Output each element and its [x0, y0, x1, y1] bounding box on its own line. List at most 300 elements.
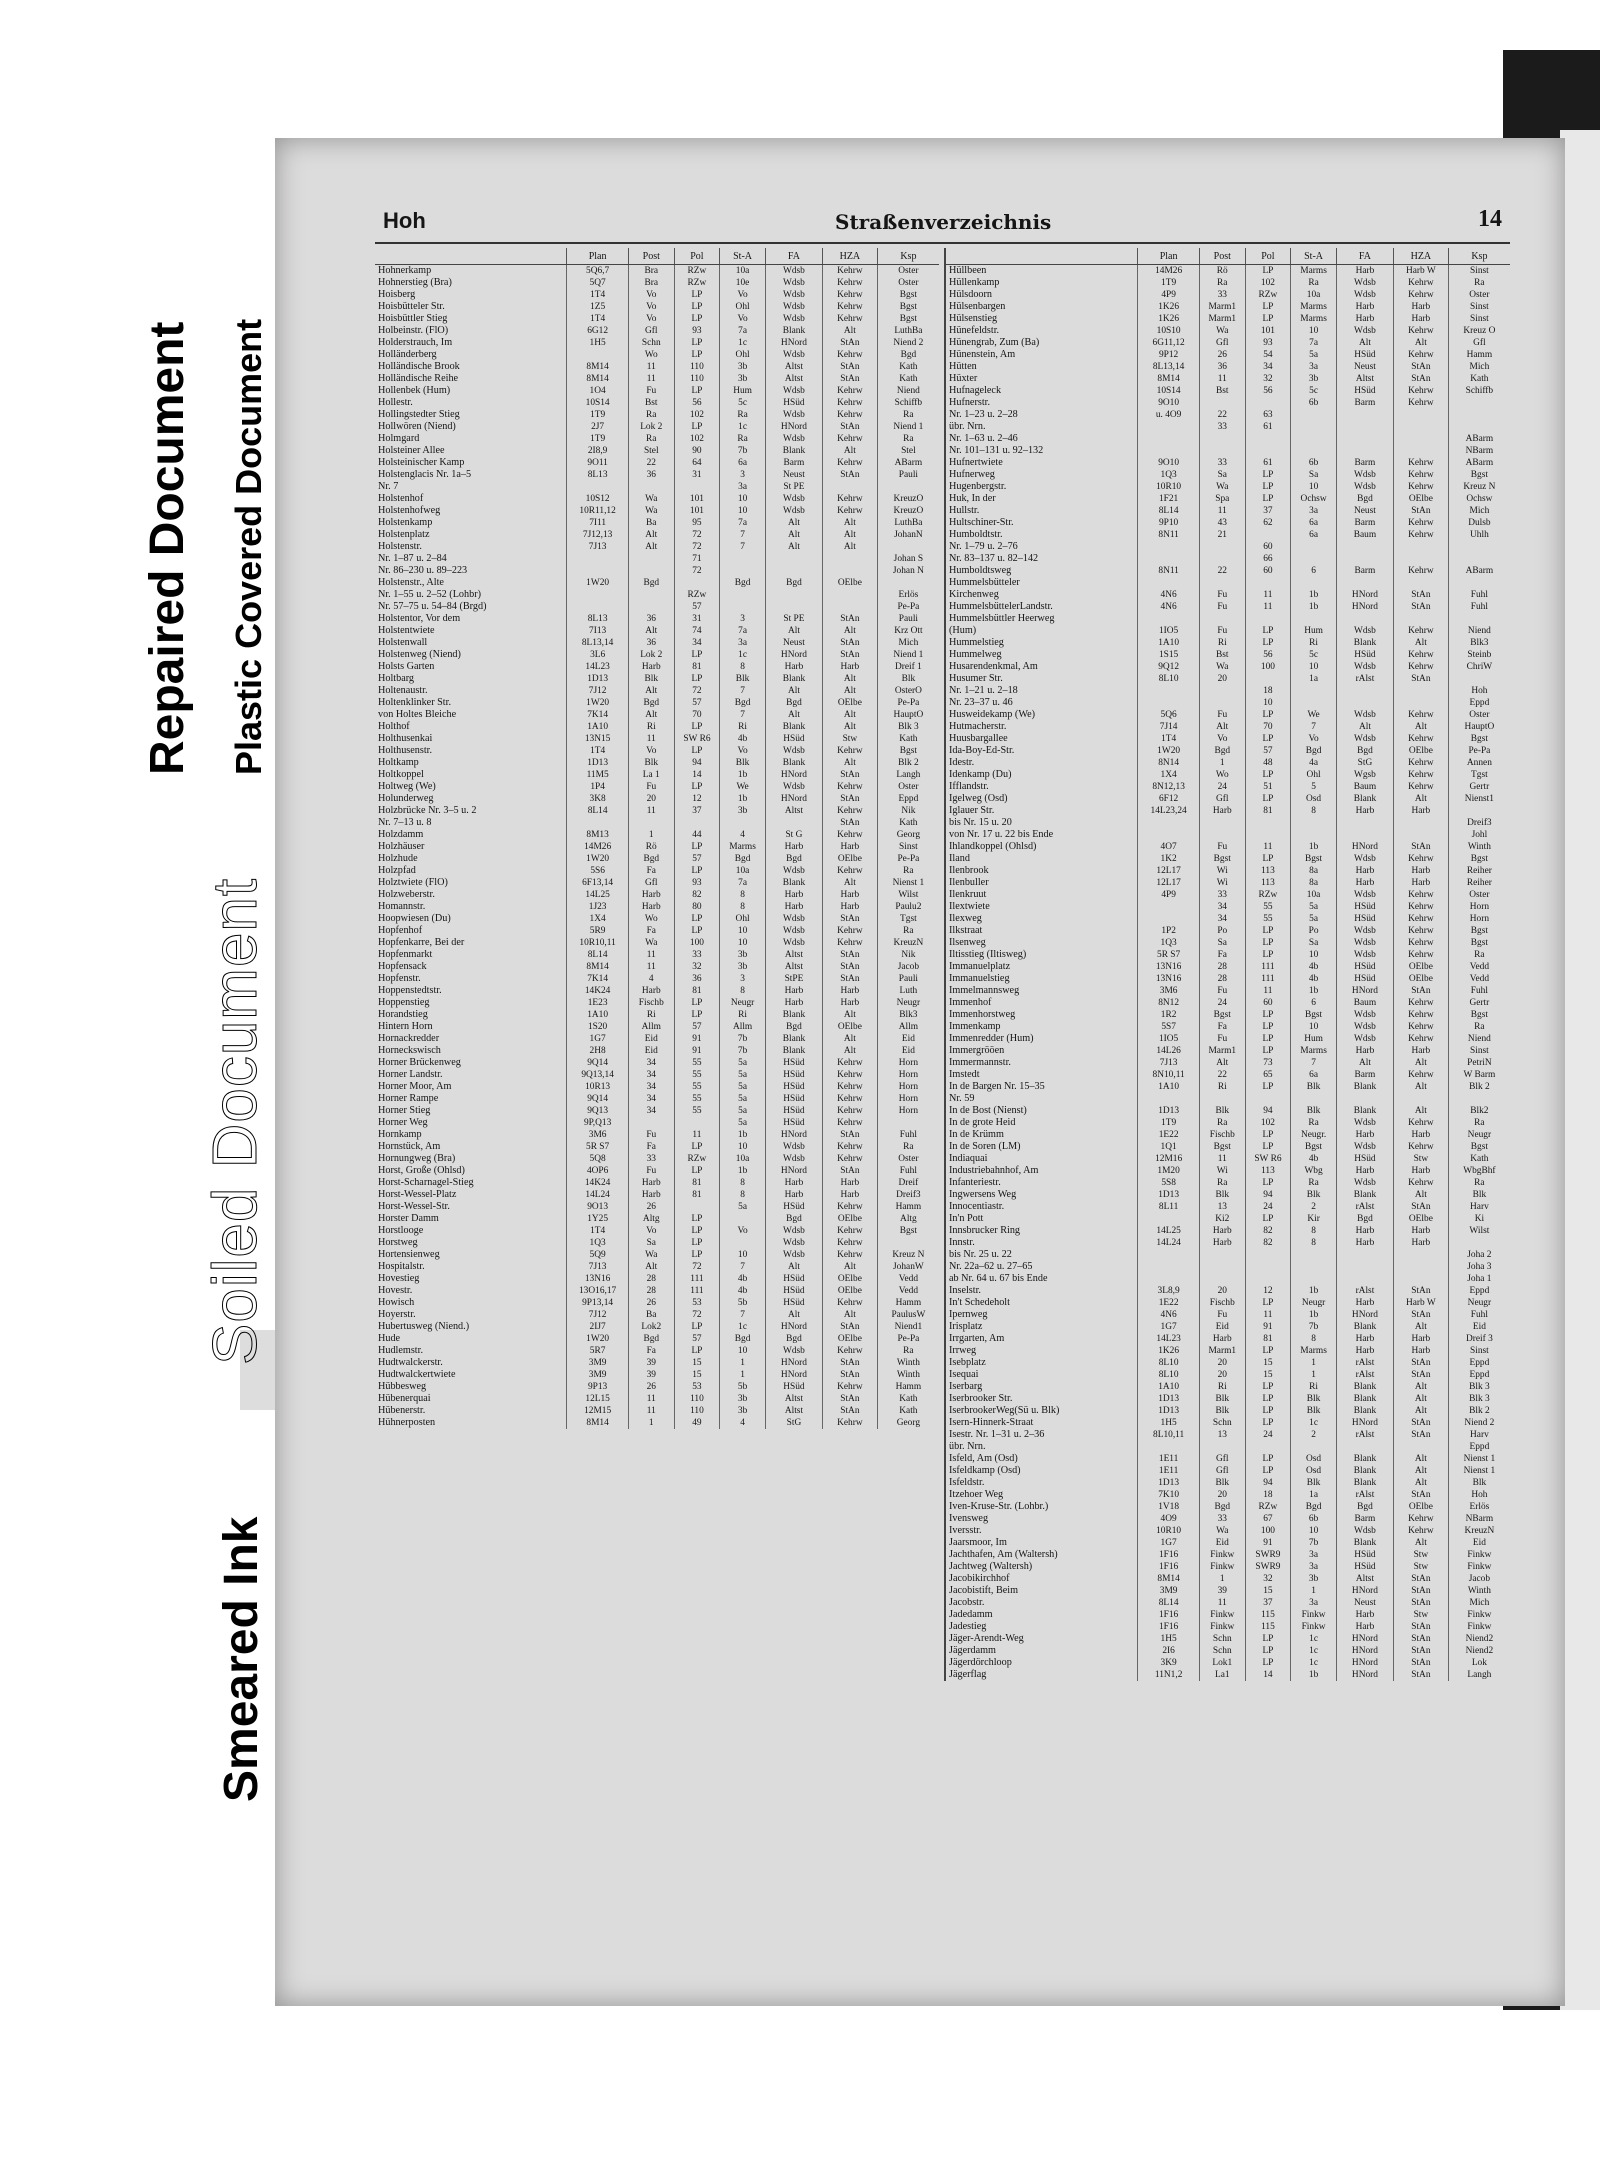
table-row [946, 661, 1510, 673]
table-cell [1393, 433, 1448, 445]
table-cell: Bgd [765, 1213, 822, 1225]
street-name-cell: HummelsbüttelerLandstr. [946, 601, 1138, 613]
table-cell: Hum [1291, 625, 1337, 637]
table-cell [1448, 553, 1510, 565]
table-cell: rAlst [1336, 1201, 1393, 1213]
table-cell: Kehrw [822, 1345, 877, 1357]
table-cell: 9P13 [567, 1381, 629, 1393]
table-cell: Harb [1336, 877, 1393, 889]
table-cell: Ra [903, 1142, 914, 1152]
street-name-cell: Hülsenbargen [946, 301, 1138, 313]
table-cell: Blank [1336, 1537, 1393, 1549]
table-row [946, 577, 1510, 589]
table-row [375, 517, 939, 529]
table-cell [720, 565, 766, 577]
table-row [375, 1249, 939, 1261]
table-cell: 81 [1245, 805, 1291, 817]
table-cell: Ri [1199, 1381, 1245, 1393]
table-row [946, 1009, 1510, 1021]
table-cell: 7 [720, 1261, 766, 1273]
table-cell: Neust [1336, 1597, 1393, 1609]
table-cell: Winth [896, 1358, 920, 1368]
table-cell: Kehrw [822, 781, 877, 793]
street-name-cell: Hüxter [946, 373, 1138, 385]
table-cell: 13 [1199, 1429, 1245, 1441]
street-name-cell: Holtkoppel [375, 769, 567, 781]
table-cell: Harb [1336, 1237, 1393, 1249]
table-cell: 5b [720, 1381, 766, 1393]
table-cell: 91 [1245, 1537, 1291, 1549]
table-cell: Blk [1291, 1105, 1337, 1117]
table-cell: Kehrw [822, 1381, 877, 1393]
table-row [946, 1489, 1510, 1501]
table-cell: 8M14 [1138, 1573, 1200, 1585]
table-cell: 8L11 [1138, 1201, 1200, 1213]
table-cell [1291, 577, 1337, 589]
street-name-cell: Holthof [375, 721, 567, 733]
table-cell [1336, 1273, 1393, 1285]
table-cell: Alt [628, 709, 674, 721]
table-cell: HNord [1336, 985, 1393, 997]
table-cell: Wdsb [1336, 1141, 1393, 1153]
table-cell [1291, 1093, 1337, 1105]
table-cell: Altst [765, 1405, 822, 1417]
table-row [375, 373, 939, 385]
table-cell [720, 1213, 766, 1225]
table-row [946, 1177, 1510, 1189]
table-cell: 10S14 [567, 397, 629, 409]
table-cell: 18 [1245, 1489, 1291, 1501]
table-cell: Kehrw [1393, 733, 1448, 745]
table-cell: Erlös [1469, 1502, 1490, 1512]
table-cell: Alt [628, 1261, 674, 1273]
table-cell: Schiffb [894, 398, 923, 408]
table-cell: Wdsb [765, 313, 822, 325]
table-cell: StAn [822, 649, 877, 661]
table-cell: 101 [674, 505, 720, 517]
table-cell: Bgst [1470, 938, 1488, 948]
street-name-cell: Hovestieg [375, 1273, 567, 1285]
table-cell: HNord [1336, 1585, 1393, 1597]
table-cell: LP [1245, 1645, 1291, 1657]
street-name-cell: Hollenbek (Hum) [375, 385, 567, 397]
street-name-cell: Imstedt [946, 1069, 1138, 1081]
table-cell: Wdsb [1336, 853, 1393, 865]
table-cell: 57 [674, 1021, 720, 1033]
table-row [375, 553, 939, 565]
street-name-cell: Nr. 83–137 u. 82–142 [946, 553, 1138, 565]
table-cell: StAn [822, 973, 877, 985]
table-cell: 81 [674, 1177, 720, 1189]
table-cell: Harb [628, 661, 674, 673]
table-row [946, 985, 1510, 997]
street-name-cell: In de Bost (Nienst) [946, 1105, 1138, 1117]
table-cell: 1 [1199, 1573, 1245, 1585]
table-cell: LP [674, 349, 720, 361]
table-cell [1448, 1093, 1510, 1105]
table-cell: Harb [1336, 1621, 1393, 1633]
table-cell: Neust [765, 637, 822, 649]
table-cell: KreuzN [1464, 1526, 1495, 1536]
table-cell [1291, 421, 1337, 433]
table-cell [1138, 1441, 1200, 1453]
table-cell: Wa [628, 1249, 674, 1261]
street-name-cell: Iglauer Str. [946, 805, 1138, 817]
table-cell: 3L8,9 [1138, 1285, 1200, 1297]
table-cell: HSüd [1336, 1549, 1393, 1561]
street-name-cell: Idenkamp (Du) [946, 769, 1138, 781]
table-cell: Ri [1199, 1081, 1245, 1093]
table-cell: 11 [628, 1405, 674, 1417]
table-cell: 94 [674, 757, 720, 769]
column-header: Pol [1245, 248, 1291, 265]
table-cell [720, 553, 766, 565]
table-cell: Altg [628, 1213, 674, 1225]
table-cell: 3b [720, 1393, 766, 1405]
table-row [946, 385, 1510, 397]
table-row [946, 1333, 1510, 1345]
table-cell: Wdsb [1336, 661, 1393, 673]
street-name-cell: Holtenaustr. [375, 685, 567, 697]
table-row [375, 433, 939, 445]
table-cell: Blank [1336, 1321, 1393, 1333]
table-cell: Wdsb [1336, 277, 1393, 289]
table-cell: HNord [765, 1165, 822, 1177]
street-name-cell: Holstentor, Vor dem [375, 613, 567, 625]
street-name-cell: Holzhäuser [375, 841, 567, 853]
table-cell: 10 [1291, 1525, 1337, 1537]
table-cell [1336, 685, 1393, 697]
table-cell: HSüd [1336, 913, 1393, 925]
table-cell [1138, 1093, 1200, 1105]
street-name-cell: Igelweg (Osd) [946, 793, 1138, 805]
table-cell: 14L24 [1138, 1237, 1200, 1249]
column-header: Plan [567, 248, 629, 265]
table-cell: 57 [674, 853, 720, 865]
table-cell: Blank [1336, 1477, 1393, 1489]
table-row [375, 1285, 939, 1297]
table-cell: Alt [1393, 1381, 1448, 1393]
table-row [375, 1021, 939, 1033]
table-cell: Ra [1291, 1117, 1337, 1129]
table-row [946, 1453, 1510, 1465]
table-cell: 5R7 [567, 1345, 629, 1357]
table-cell: Harb [1393, 301, 1448, 313]
annotation-labels [0, 0, 290, 2177]
table-cell: Tgst [1471, 770, 1488, 780]
table-cell: 102 [1245, 277, 1291, 289]
table-cell [1245, 529, 1291, 541]
table-cell: StAn [1393, 1573, 1448, 1585]
table-row [375, 817, 939, 829]
table-cell [1199, 397, 1245, 409]
table-cell: 93 [1245, 337, 1291, 349]
table-cell: Ra [1199, 1117, 1245, 1129]
table-cell: Niend [1467, 626, 1491, 636]
table-cell: 20 [1199, 673, 1245, 685]
table-cell: Kehrw [1393, 565, 1448, 577]
street-name-cell: Holzpfad [375, 865, 567, 877]
table-cell: 1H5 [1138, 1417, 1200, 1429]
table-cell: 33 [1199, 289, 1245, 301]
table-cell: 3K9 [1138, 1657, 1200, 1669]
table-cell: 1G7 [1138, 1321, 1200, 1333]
table-row [946, 1645, 1510, 1657]
table-cell: 72 [674, 541, 720, 553]
table-cell: 13N15 [567, 733, 629, 745]
table-row [946, 1537, 1510, 1549]
table-cell [720, 601, 766, 613]
table-cell: Harb [1336, 805, 1393, 817]
street-name-cell: Holtweg (We) [375, 781, 567, 793]
table-row [375, 985, 939, 997]
table-cell: 5a [1291, 349, 1337, 361]
table-cell: 100 [674, 937, 720, 949]
table-cell: LP [1245, 1297, 1291, 1309]
table-cell: 8L10 [1138, 673, 1200, 685]
table-cell: Marms [1291, 1345, 1337, 1357]
table-row [375, 673, 939, 685]
scanned-page [275, 138, 1565, 2006]
table-cell: 56 [1245, 649, 1291, 661]
table-cell: 8L10 [1138, 1369, 1200, 1381]
table-cell: Stw [1393, 1609, 1448, 1621]
table-cell: 3b [1291, 1573, 1337, 1585]
table-row [946, 409, 1510, 421]
table-cell: Wilst [898, 890, 919, 900]
table-cell [1199, 817, 1245, 829]
table-row [946, 961, 1510, 973]
table-cell: 6G11,12 [1138, 337, 1200, 349]
table-cell: Barm [765, 457, 822, 469]
table-cell: Harb [765, 997, 822, 1009]
table-cell: Kehrw [822, 277, 877, 289]
table-cell: 1 [1291, 1369, 1337, 1381]
table-row [946, 541, 1510, 553]
table-cell: Alt [1393, 1105, 1448, 1117]
street-name-cell: Hollestr. [375, 397, 567, 409]
table-cell: SW R6 [1245, 1153, 1291, 1165]
table-cell: StAn [1393, 601, 1448, 613]
table-cell: 11 [628, 361, 674, 373]
table-cell: Dreif [898, 1178, 919, 1188]
table-row [375, 469, 939, 481]
table-cell: Bra [628, 277, 674, 289]
table-cell: Alt [822, 625, 877, 637]
table-cell: 7a [720, 325, 766, 337]
table-row [946, 889, 1510, 901]
street-name-cell: Hüllenkamp [946, 277, 1138, 289]
table-cell: 3b [720, 373, 766, 385]
table-cell: LP [674, 289, 720, 301]
table-cell: Bgst [1470, 854, 1488, 864]
table-cell: 8M14 [567, 373, 629, 385]
table-cell: 22 [628, 457, 674, 469]
table-cell: Mich [898, 638, 919, 648]
table-row [946, 1573, 1510, 1585]
street-name-cell: Holstenstr., Alte [375, 577, 567, 589]
table-cell: rAlst [1336, 1357, 1393, 1369]
table-cell: 5c [1291, 649, 1337, 661]
table-cell: Kehrw [1393, 1177, 1448, 1189]
table-cell: Kehrw [1393, 325, 1448, 337]
street-name-cell: Husweidekamp (We) [946, 709, 1138, 721]
table-cell: 2IJ7 [567, 1321, 629, 1333]
street-name-cell: bis Nr. 25 u. 22 [946, 1249, 1138, 1261]
table-cell: LP [1245, 493, 1291, 505]
street-name-cell: Isfeld, Am (Osd) [946, 1453, 1138, 1465]
table-cell: 4b [1291, 973, 1337, 985]
street-name-cell: Immenhorstweg [946, 1009, 1138, 1021]
table-row [946, 841, 1510, 853]
street-name-cell: Nr. 1–63 u. 2–46 [946, 433, 1138, 445]
table-cell: Bgd [720, 697, 766, 709]
table-cell: LP [1245, 1453, 1291, 1465]
table-cell: Kehrw [1393, 937, 1448, 949]
table-cell: 65 [1245, 1069, 1291, 1081]
table-cell: Harb W [1393, 1297, 1448, 1309]
street-name-cell: Ilextwiete [946, 901, 1138, 913]
street-name-cell: Nr. 86–230 u. 89–223 [375, 565, 567, 577]
table-cell: Fu [628, 781, 674, 793]
table-row [946, 1465, 1510, 1477]
table-cell: 57 [674, 601, 720, 613]
table-cell [1138, 697, 1200, 709]
table-cell [720, 817, 766, 829]
street-name-cell: In'n Pott [946, 1213, 1138, 1225]
table-cell: Neust [1336, 361, 1393, 373]
table-cell: 3a [720, 637, 766, 649]
table-cell: Fu [1199, 1309, 1245, 1321]
left-table-body [375, 265, 939, 1430]
table-cell: Vo [1199, 733, 1245, 745]
table-cell: Kehrw [822, 457, 877, 469]
table-row [375, 637, 939, 649]
table-cell: OElbe [822, 697, 877, 709]
street-name-cell: Immenredder (Hum) [946, 1033, 1138, 1045]
table-cell: 1W20 [567, 697, 629, 709]
table-cell: 61 [1245, 457, 1291, 469]
table-cell [567, 601, 629, 613]
table-cell: LP [1245, 637, 1291, 649]
street-name-cell: Holzdamm [375, 829, 567, 841]
table-cell: 4N6 [1138, 601, 1200, 613]
table-cell: Wdsb [765, 937, 822, 949]
table-cell: 13N16 [1138, 961, 1200, 973]
street-name-cell: Immergrööen [946, 1045, 1138, 1057]
table-cell: StAn [822, 793, 877, 805]
table-cell: 32 [1245, 1573, 1291, 1585]
table-cell: Wdsb [765, 289, 822, 301]
table-cell: 1O4 [567, 385, 629, 397]
table-cell: 11 [1199, 1153, 1245, 1165]
table-cell: 33 [1199, 889, 1245, 901]
table-cell: 72 [674, 1261, 720, 1273]
table-cell: Alt [822, 877, 877, 889]
table-row [375, 529, 939, 541]
table-cell: Kehrw [1393, 1069, 1448, 1081]
table-cell: 74 [674, 625, 720, 637]
table-cell: 10e [720, 277, 766, 289]
table-cell: StAn [822, 1393, 877, 1405]
table-row [946, 1597, 1510, 1609]
table-cell: 10a [720, 865, 766, 877]
table-cell: OElbe [822, 1285, 877, 1297]
street-name-cell: Hubertusweg (Niend.) [375, 1321, 567, 1333]
table-cell: 8N14 [1138, 757, 1200, 769]
table-cell: 26 [628, 1381, 674, 1393]
table-row [946, 697, 1510, 709]
table-cell: 6a [720, 457, 766, 469]
table-cell: St PE [765, 481, 822, 493]
street-name-cell: Nr. 23–37 u. 46 [946, 697, 1138, 709]
table-cell: LP [1245, 1033, 1291, 1045]
table-cell [1393, 829, 1448, 841]
street-name-cell: Holzweberstr. [375, 889, 567, 901]
table-cell: Vo [720, 1225, 766, 1237]
street-name-cell: Hummelsbütteler [946, 577, 1138, 589]
table-cell: Kehrw [822, 1081, 877, 1093]
table-cell: 28 [628, 1273, 674, 1285]
table-cell: Wdsb [765, 349, 822, 361]
table-cell: Ra [1474, 278, 1485, 288]
table-cell: Niend 1 [893, 422, 924, 432]
street-name-cell: Holstenkamp [375, 517, 567, 529]
table-cell: LP [674, 925, 720, 937]
column-header: Plan [1138, 248, 1200, 265]
table-cell: Wdsb [765, 433, 822, 445]
table-cell: Bgd [1336, 493, 1393, 505]
table-cell: Lok 2 [628, 421, 674, 433]
table-cell: 82 [1245, 1225, 1291, 1237]
table-cell: Alt [822, 757, 877, 769]
street-name-cell: Hünengrab, Zum (Ba) [946, 337, 1138, 349]
table-cell: 20 [1199, 1489, 1245, 1501]
table-cell: Dreif3 [896, 1190, 921, 1200]
table-cell: StAn [1393, 1309, 1448, 1321]
table-cell: 11 [628, 961, 674, 973]
table-cell: Marm1 [1199, 313, 1245, 325]
table-cell: Hamm [895, 1202, 922, 1212]
table-row [946, 265, 1510, 278]
table-cell: Alt [1393, 1477, 1448, 1489]
table-cell: StAn [822, 337, 877, 349]
table-cell: Wdsb [1336, 1525, 1393, 1537]
table-cell [1199, 1249, 1245, 1261]
table-cell: 7b [720, 1045, 766, 1057]
table-cell [1336, 433, 1393, 445]
table-cell [1336, 697, 1393, 709]
table-cell [877, 481, 939, 493]
table-row [946, 901, 1510, 913]
scanner-background-edge [1560, 130, 1600, 2010]
street-name-cell: Holztwiete (FlO) [375, 877, 567, 889]
table-cell: 4b [1291, 961, 1337, 973]
table-cell: Gfl [1199, 1453, 1245, 1465]
table-cell: Harb [822, 889, 877, 901]
table-cell: 9Q13,14 [567, 1069, 629, 1081]
table-cell [628, 1117, 674, 1129]
street-name-cell: Innocentiastr. [946, 1201, 1138, 1213]
table-cell: Joha 2 [1467, 1250, 1492, 1260]
table-cell: Bgd [900, 350, 917, 360]
table-cell: 28 [1199, 973, 1245, 985]
table-cell: 7 [720, 1309, 766, 1321]
table-cell: 10 [720, 1249, 766, 1261]
table-cell: OElbe [822, 853, 877, 865]
table-cell: OElbe [1393, 1213, 1448, 1225]
table-cell: Bgd [1336, 1213, 1393, 1225]
